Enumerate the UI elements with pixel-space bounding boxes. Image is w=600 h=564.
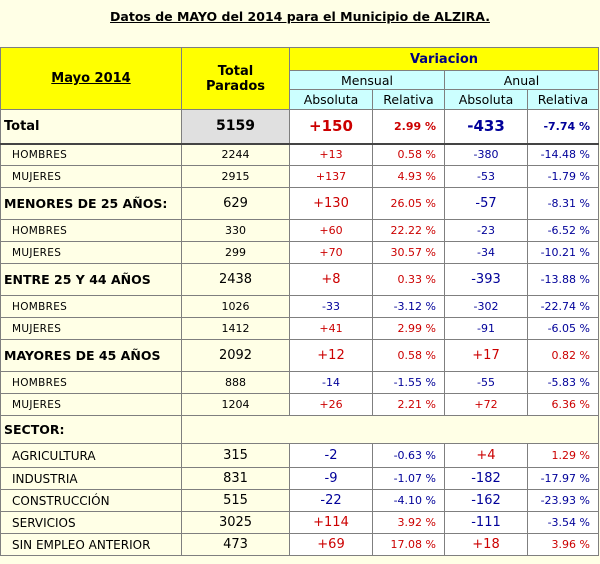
row-label: HOMBRES <box>1 144 182 166</box>
mensual-relativa-value: 0.58 % <box>373 340 445 372</box>
anual-absoluta-value: -302 <box>445 296 528 318</box>
row-label: INDUSTRIA <box>1 468 182 490</box>
anual-relativa-value: -1.79 % <box>528 166 599 188</box>
mensual-absoluta-value: -22 <box>290 490 373 512</box>
anual-relativa-value: -10.21 % <box>528 242 599 264</box>
anual-absoluta-value: -34 <box>445 242 528 264</box>
total-parados-value: 2092 <box>182 340 290 372</box>
anual-relativa-value: -23.93 % <box>528 490 599 512</box>
mensual-header: Mensual <box>290 71 445 90</box>
row-label: HOMBRES <box>1 220 182 242</box>
mensual-relativa-value: 0.33 % <box>373 264 445 296</box>
total-parados-value: 3025 <box>182 512 290 534</box>
table-row <box>1 144 599 166</box>
anual-relativa-value: -14.48 % <box>528 144 599 166</box>
table-row <box>1 296 599 318</box>
total-parados-value: 473 <box>182 534 290 556</box>
mensual-relativa-value: -3.12 % <box>373 296 445 318</box>
mensual-absoluta-value: +114 <box>290 512 373 534</box>
anual-absoluta-header: Absoluta <box>445 90 528 110</box>
row-label: AGRICULTURA <box>1 444 182 468</box>
anual-absoluta-value: +18 <box>445 534 528 556</box>
mensual-relativa-header: Relativa <box>373 90 445 110</box>
anual-relativa-value: -8.31 % <box>528 188 599 220</box>
mensual-relativa-value: 2.99 % <box>373 110 445 144</box>
anual-relativa-value: 0.82 % <box>528 340 599 372</box>
mensual-relativa-value: 2.99 % <box>373 318 445 340</box>
unemployment-table <box>0 47 599 556</box>
mensual-relativa-value: 17.08 % <box>373 534 445 556</box>
total-parados-value: 831 <box>182 468 290 490</box>
mensual-relativa-value: 0.58 % <box>373 144 445 166</box>
anual-relativa-value: -6.05 % <box>528 318 599 340</box>
total-parados-value: 2438 <box>182 264 290 296</box>
mensual-absoluta-value: -9 <box>290 468 373 490</box>
row-label: MUJERES <box>1 318 182 340</box>
anual-relativa-value: -3.54 % <box>528 512 599 534</box>
anual-absoluta-value: -182 <box>445 468 528 490</box>
mensual-absoluta-value: +8 <box>290 264 373 296</box>
anual-relativa-value: 3.96 % <box>528 534 599 556</box>
anual-header: Anual <box>445 71 599 90</box>
total-parados-value: 315 <box>182 444 290 468</box>
mensual-absoluta-value: -2 <box>290 444 373 468</box>
row-label: Total <box>1 110 182 144</box>
mensual-absoluta-value: +41 <box>290 318 373 340</box>
anual-absoluta-value: -380 <box>445 144 528 166</box>
total-parados-value: 1026 <box>182 296 290 318</box>
section-spacer <box>182 416 599 444</box>
anual-absoluta-value: -111 <box>445 512 528 534</box>
row-label: MAYORES DE 45 AÑOS <box>1 340 182 372</box>
page-title: Datos de MAYO del 2014 para el Municipio de ALZIRA. <box>110 9 490 24</box>
anual-absoluta-value: -162 <box>445 490 528 512</box>
mensual-relativa-value: 30.57 % <box>373 242 445 264</box>
anual-relativa-value: -22.74 % <box>528 296 599 318</box>
variacion-header: Variacion <box>290 48 599 71</box>
row-label: MUJERES <box>1 394 182 416</box>
total-parados-value: 1412 <box>182 318 290 340</box>
anual-absoluta-value: -393 <box>445 264 528 296</box>
table-row <box>1 444 599 468</box>
mensual-relativa-value: 22.22 % <box>373 220 445 242</box>
table-row <box>1 242 599 264</box>
mensual-relativa-value: 3.92 % <box>373 512 445 534</box>
table-row <box>1 110 599 144</box>
total-parados-value: 629 <box>182 188 290 220</box>
mensual-relativa-value: 26.05 % <box>373 188 445 220</box>
mensual-relativa-value: -0.63 % <box>373 444 445 468</box>
table-row <box>1 490 599 512</box>
mensual-absoluta-value: +70 <box>290 242 373 264</box>
total-parados-value: 299 <box>182 242 290 264</box>
mensual-absoluta-value: +13 <box>290 144 373 166</box>
row-label: CONSTRUCCIÓN <box>1 490 182 512</box>
anual-absoluta-value: -23 <box>445 220 528 242</box>
total-parados-header: Total Parados <box>182 48 290 110</box>
row-label: MUJERES <box>1 242 182 264</box>
row-label: HOMBRES <box>1 296 182 318</box>
mensual-absoluta-value: -33 <box>290 296 373 318</box>
row-label: HOMBRES <box>1 372 182 394</box>
anual-absoluta-value: -53 <box>445 166 528 188</box>
table-row <box>1 416 599 444</box>
mensual-absoluta-header: Absoluta <box>290 90 373 110</box>
mensual-absoluta-value: +60 <box>290 220 373 242</box>
table-row <box>1 264 599 296</box>
mensual-absoluta-value: +150 <box>290 110 373 144</box>
anual-absoluta-value: +4 <box>445 444 528 468</box>
anual-relativa-value: -17.97 % <box>528 468 599 490</box>
anual-absoluta-value: -57 <box>445 188 528 220</box>
total-parados-value: 2915 <box>182 166 290 188</box>
table-row <box>1 166 599 188</box>
anual-absoluta-value: -433 <box>445 110 528 144</box>
row-label: SIN EMPLEO ANTERIOR <box>1 534 182 556</box>
row-label: SERVICIOS <box>1 512 182 534</box>
table-row <box>1 512 599 534</box>
row-label: MUJERES <box>1 166 182 188</box>
anual-relativa-value: -7.74 % <box>528 110 599 144</box>
mensual-absoluta-value: +26 <box>290 394 373 416</box>
mensual-relativa-value: -1.07 % <box>373 468 445 490</box>
anual-absoluta-value: +17 <box>445 340 528 372</box>
mensual-relativa-value: -4.10 % <box>373 490 445 512</box>
total-parados-value: 330 <box>182 220 290 242</box>
row-label: ENTRE 25 Y 44 AÑOS <box>1 264 182 296</box>
anual-absoluta-value: -55 <box>445 372 528 394</box>
row-label: SECTOR: <box>1 416 182 444</box>
table-row <box>1 468 599 490</box>
mensual-absoluta-value: -14 <box>290 372 373 394</box>
anual-relativa-value: -13.88 % <box>528 264 599 296</box>
mensual-absoluta-value: +130 <box>290 188 373 220</box>
total-parados-value: 515 <box>182 490 290 512</box>
mensual-absoluta-value: +12 <box>290 340 373 372</box>
mensual-relativa-value: 4.93 % <box>373 166 445 188</box>
anual-absoluta-value: -91 <box>445 318 528 340</box>
table-row <box>1 394 599 416</box>
month-header: Mayo 2014 <box>1 48 182 110</box>
mensual-absoluta-value: +137 <box>290 166 373 188</box>
table-row <box>1 372 599 394</box>
anual-relativa-value: 6.36 % <box>528 394 599 416</box>
total-parados-value: 1204 <box>182 394 290 416</box>
anual-relativa-header: Relativa <box>528 90 599 110</box>
table-row <box>1 340 599 372</box>
table-row <box>1 318 599 340</box>
anual-absoluta-value: +72 <box>445 394 528 416</box>
mensual-relativa-value: -1.55 % <box>373 372 445 394</box>
mensual-absoluta-value: +69 <box>290 534 373 556</box>
table-row <box>1 188 599 220</box>
total-parados-value: 2244 <box>182 144 290 166</box>
total-parados-value: 5159 <box>182 110 290 144</box>
table-row <box>1 220 599 242</box>
anual-relativa-value: 1.29 % <box>528 444 599 468</box>
row-label: MENORES DE 25 AÑOS: <box>1 188 182 220</box>
table-body <box>1 110 599 556</box>
anual-relativa-value: -6.52 % <box>528 220 599 242</box>
mensual-relativa-value: 2.21 % <box>373 394 445 416</box>
anual-relativa-value: -5.83 % <box>528 372 599 394</box>
total-parados-value: 888 <box>182 372 290 394</box>
table-row <box>1 534 599 556</box>
